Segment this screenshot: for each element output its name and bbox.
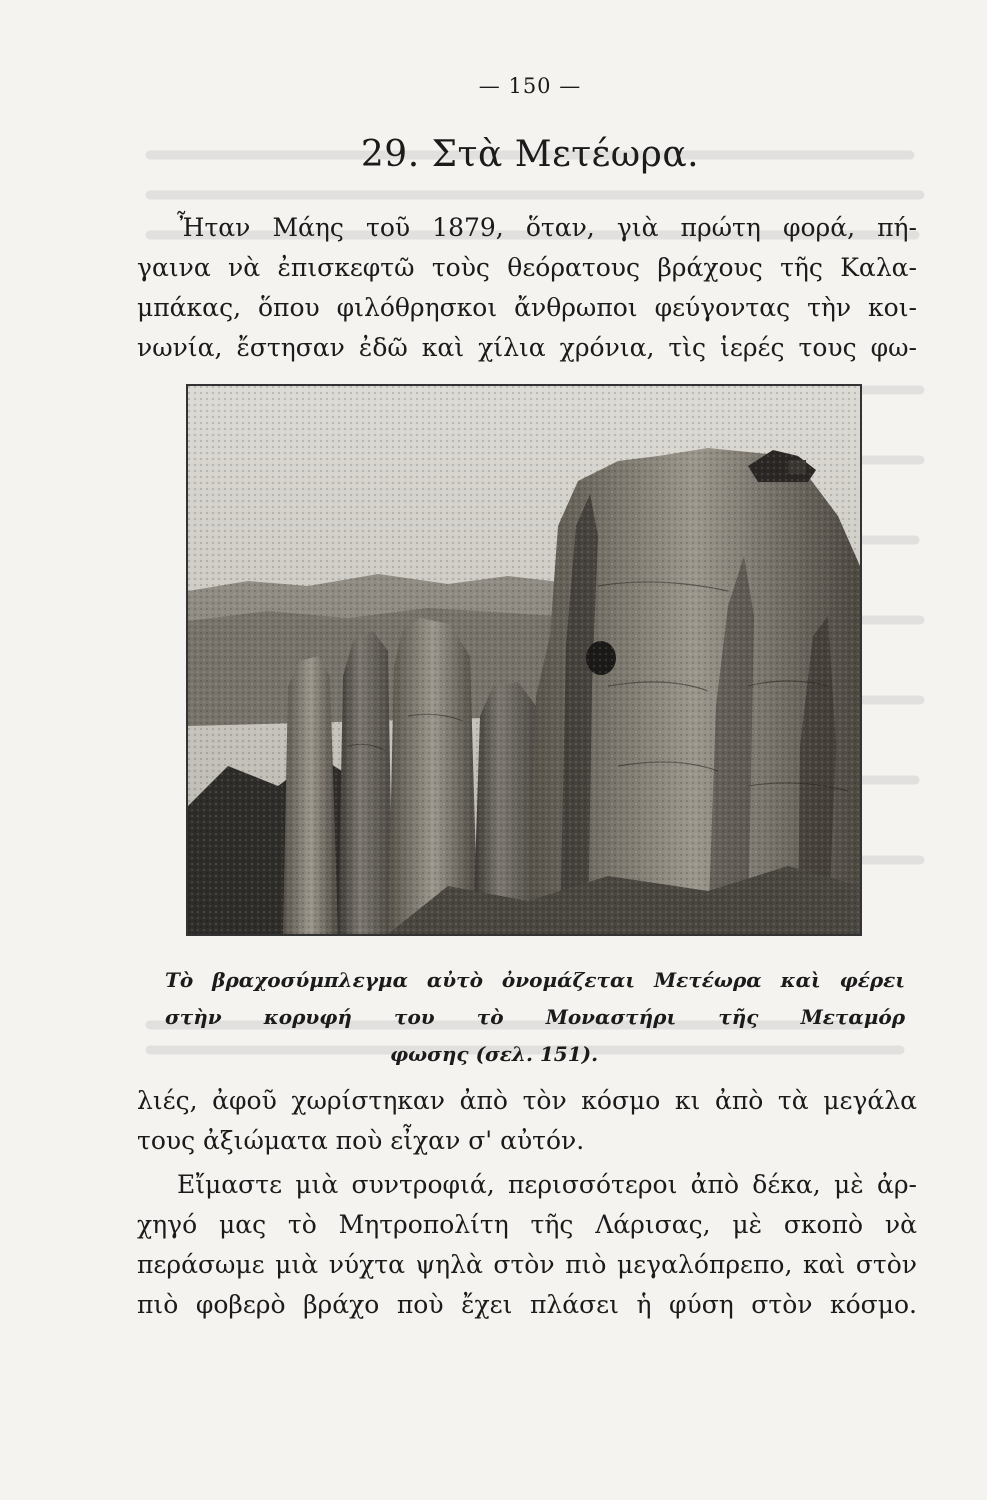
page-number: — 150 —	[478, 74, 582, 98]
text-line: περάσωμε μιὰ νύχτα ψηλὰ στὸν πιὸ μεγαλόπρεπο, καὶ στὸν	[137, 1250, 917, 1279]
text-line: τους ἀξιώματα ποὺ εἶχαν σ' αὐτόν.	[137, 1126, 585, 1155]
paragraph-3	[137, 1165, 917, 1325]
paragraph-1	[137, 208, 917, 368]
caption-line: στὴν κορυφή του τὸ Μοναστήρι τῆς Μεταμόρ	[165, 1005, 905, 1029]
rock-formation-image	[188, 386, 860, 934]
meteora-photograph	[186, 384, 862, 936]
chapter-title: 29. Στὰ Μετέωρα.	[360, 134, 700, 175]
caption-line: Τὸ βραχοσύμπλεγμα αὐτὸ ὀνομάζεται Μετέωρα καὶ φέρει	[165, 968, 905, 992]
figure-caption	[165, 962, 905, 1073]
text-line: μπάκας, ὅπου φιλόθρησκοι ἄνθρωποι φεύγοντας τὴν κοι-	[137, 293, 917, 322]
caption-line: φωσης (σελ. 151).	[390, 1042, 599, 1066]
text-line: γαινα νὰ ἐπισκεφτῶ τοὺς θεόρατους βράχους τῆς Καλα-	[137, 253, 917, 282]
paragraph-2	[137, 1081, 917, 1161]
text-line: νωνία, ἔστησαν ἐδῶ καὶ χίλια χρόνια, τὶς ἱερές τους φω-	[137, 333, 917, 362]
text-line: χηγό μας τὸ Μητροπολίτη τῆς Λάρισας, μὲ σκοπὸ νὰ	[137, 1210, 917, 1239]
text-line: Ἦταν Μάης τοῦ 1879, ὅταν, γιὰ πρώτη φορά, πή-	[177, 213, 917, 242]
text-line: λιές, ἀφοῦ χωρίστηκαν ἀπὸ τὸν κόσμο κι ἀπὸ τὰ μεγάλα	[137, 1086, 917, 1115]
text-line: Εἴμαστε μιὰ συντροφιά, περισσότεροι ἀπὸ δέκα, μὲ ἀρ-	[177, 1170, 917, 1199]
text-line: πιὸ φοβερὸ βράχο ποὺ ἔχει πλάσει ἡ φύση στὸν κόσμο.	[137, 1290, 917, 1319]
